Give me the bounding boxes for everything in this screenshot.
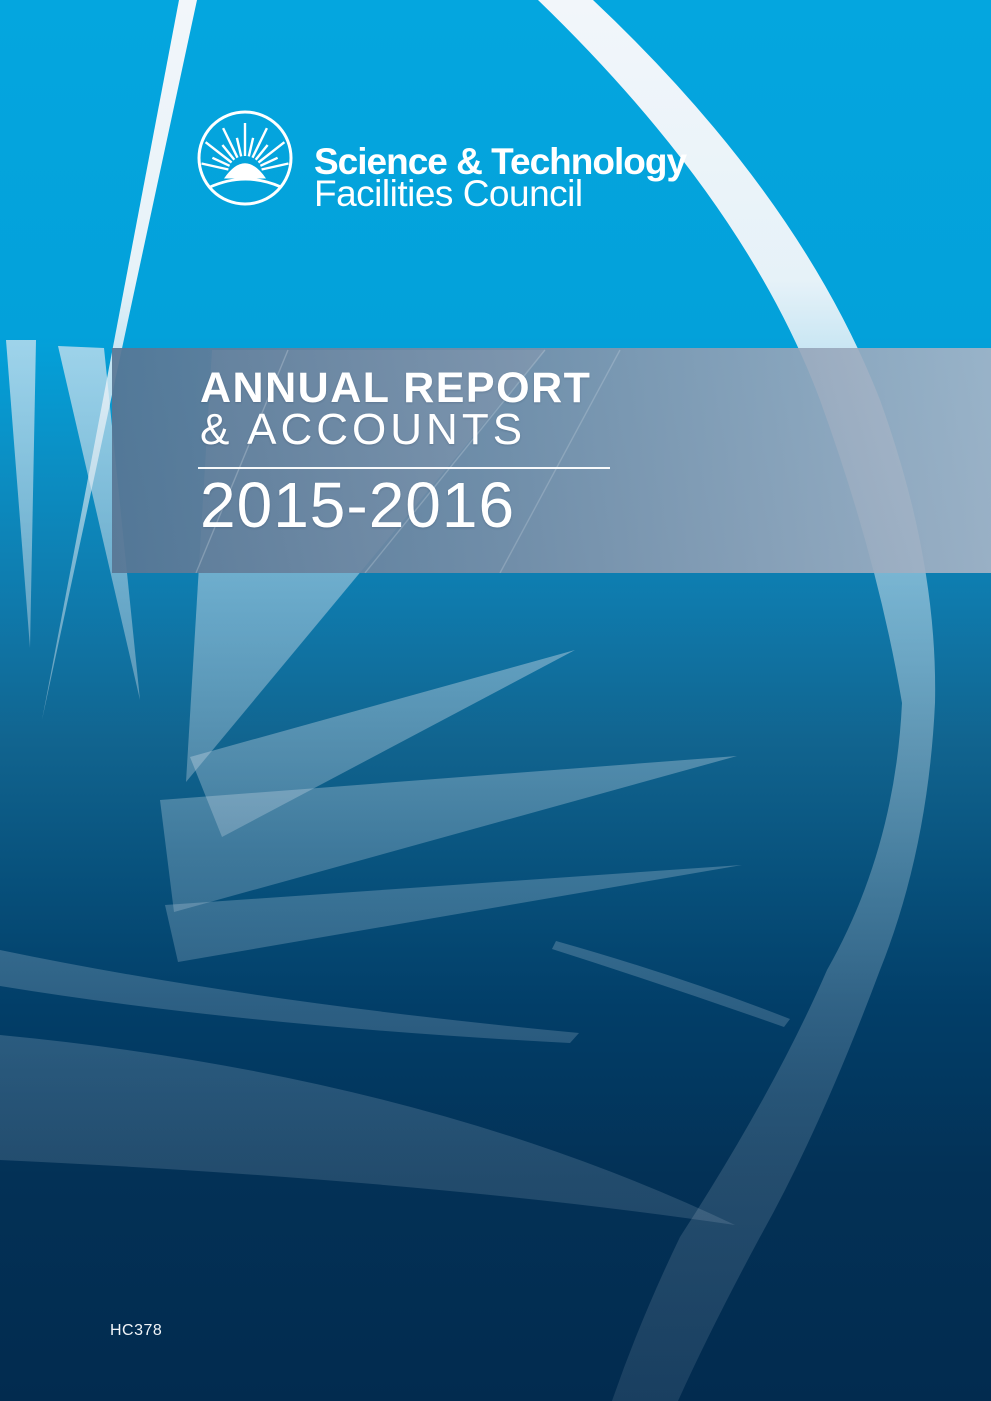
title-banner <box>112 348 991 573</box>
horizon-arc <box>209 179 281 187</box>
title-underline <box>198 467 610 469</box>
starburst-blade <box>552 941 790 1027</box>
report-title-line1: ANNUAL REPORT <box>200 364 592 412</box>
sun-dome <box>224 163 266 178</box>
starburst-spike <box>6 340 36 648</box>
report-period: 2015-2016 <box>200 469 516 541</box>
document-reference: HC378 <box>110 1322 163 1339</box>
report-title-line2: & ACCOUNTS <box>200 405 527 454</box>
sun-rays <box>202 123 289 170</box>
organisation-name-line2: Facilities Council <box>314 173 583 214</box>
starburst-blade <box>0 950 579 1043</box>
organisation-name <box>314 141 687 214</box>
organisation-name-line1: Science & Technology <box>314 141 687 182</box>
stfc-sunburst-icon <box>196 109 294 207</box>
starburst-blade <box>0 1035 735 1225</box>
